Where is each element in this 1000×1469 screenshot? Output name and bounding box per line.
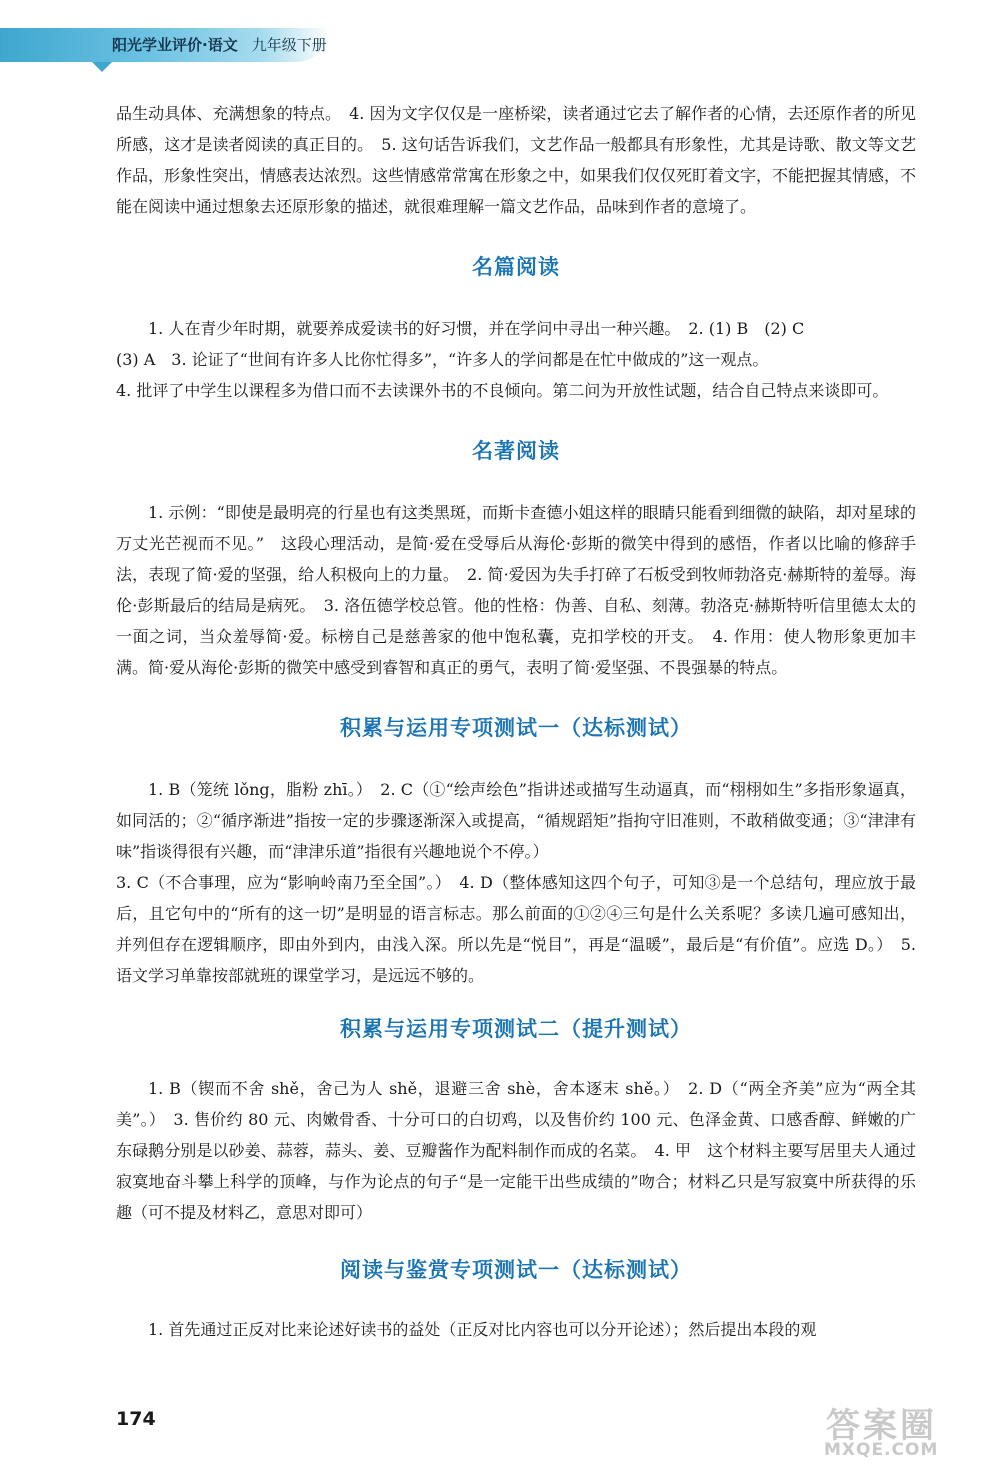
answer-paragraph: 1. B（锲而不舍 shě，舍己为人 shě，退避三舍 shè，舍本逐末 shě。） 2. D（“两全齐美”应为“两全其美”。） 3. 售价约 80 元、肉嫩骨香、十分可口的白切鸡，以及售价约 100 元、色泽金黄、口感香醇、鲜嫩的广东碌鹅分别是以砂姜、蒜蓉，蒜头、姜、豆瓣酱作为配料制作而成的名菜。 4. 甲 这个材料主要写居里夫人通过寂寞地奋斗攀上科学的顶峰，与作为论点的句子“是一定能干出些成绩的”吻合；材料乙只是写寂寞中所获得的乐趣（可不提及材料乙，意思对即可） (116, 1079, 916, 1222)
section-heading-accumulation-test-1: 积累与运用专项测试一（达标测试） (340, 716, 692, 740)
watermark-text: 答案圈 (826, 1406, 937, 1446)
answer-paragraph: 3. C（不合事理，应为“影响岭南乃至全国”。） 4. D（整体感知这四个句子，可知③是一个总结句，理应放于最后，且它句中的“所有的这一切”是明显的语言标志。那么前面的①②④三句是什么关系呢？多读几遍可感知出，并列但存在逻辑顺序，即由外到内，由浅入深。所以先是“悦目”，再是“温暖”，最后是“有价值”。应选 D。） 5. 语文学习单靠按部就班的课堂学习，是远远不够的。 (116, 873, 916, 985)
watermark-logo (818, 1398, 988, 1462)
section-heading-reading-test-1: 阅读与鉴赏专项测试一（达标测试） (340, 1258, 692, 1282)
page-body (116, 98, 916, 1345)
answer-paragraph: 1. 人在青少年时期，就要养成爱读书的好习惯，并在学问中寻出一种兴趣。 2. (1) B (2) C (148, 319, 805, 338)
grade-label: 九年级下册 (251, 36, 327, 54)
watermark-url: MXQE.COM (824, 1440, 939, 1460)
page-number: 174 (116, 1408, 156, 1430)
answer-paragraph: 1. B（笼统 lǒng，脂粉 zhī。） 2. C（①“绘声绘色”指讲述或描写生动逼真，而“栩栩如生”多指形象逼真，如同活的；②“循序渐进”指按一定的步骤逐渐深入或提高，“循规蹈矩”指拘守旧准则，不敢稍做变通；③“津津有味”指谈得很有兴趣，而“津津乐道”指很有兴趣地说个不停。） (116, 780, 916, 861)
section-heading-classics: 名著阅读 (472, 439, 560, 463)
section-heading-famous-articles: 名篇阅读 (472, 255, 560, 279)
answer-paragraph: 4. 批评了中学生以课程多为借口而不去读课外书的不良倾向。第二问为开放性试题，结合自己特点来谈即可。 (116, 381, 889, 400)
continuation-paragraph: 品生动具体、充满想象的特点。 4. 因为文字仅仅是一座桥梁，读者通过它去了解作者的心情，去还原作者的所见所感，这才是读者阅读的真正目的。 5. 这句话告诉我们，文艺作品一般都具有形象性，尤其是诗歌、散文等文艺作品，形象性突出，情感表达浓烈。这些情感常常寓在形象之中，如果我们仅仅死盯着文字，不能把握其情感，不能在阅读中通过想象去还原形象的描述，就很难理解一篇文艺作品，品味到作者的意境了。 (116, 104, 917, 216)
running-header (112, 34, 327, 55)
section-heading-accumulation-test-2: 积累与运用专项测试二（提升测试） (340, 1017, 692, 1041)
book-title: 阳光学业评价·语文 (112, 36, 238, 54)
answer-paragraph: (3) A 3. 论证了“世间有许多人比你忙得多”，“许多人的学问都是在忙中做成的”这一观点。 (116, 350, 769, 369)
answer-paragraph: 1. 示例：“即使是最明亮的行星也有这类黑斑，而斯卡查德小姐这样的眼睛只能看到细微的缺陷，却对星球的万丈光芒视而不见。” 这段心理活动，是简·爱在受辱后从海伦·彭斯的微笑中得到的感悟，作者以比喻的修辞手法，表现了简·爱的坚强，给人积极向上的力量。 2. 简·爱因为失手打碎了石板受到牧师勃洛克·赫斯特的羞辱。海伦·彭斯最后的结局是病死。 3. 洛伍德学校总管。他的性格：伪善、自私、刻薄。勃洛克·赫斯特听信里德太太的一面之词，当众羞辱简·爱。标榜自己是慈善家的他中饱私囊，克扣学校的开支。 4. 作用：使人物形象更加丰满。简·爱从海伦·彭斯的微笑中感受到睿智和真正的勇气，表明了简·爱坚强、不畏强暴的特点。 (116, 503, 916, 677)
answer-paragraph: 1. 首先通过正反对比来论述好读书的益处（正反对比内容也可以分开论述）；然后提出本段的观 (148, 1320, 817, 1339)
